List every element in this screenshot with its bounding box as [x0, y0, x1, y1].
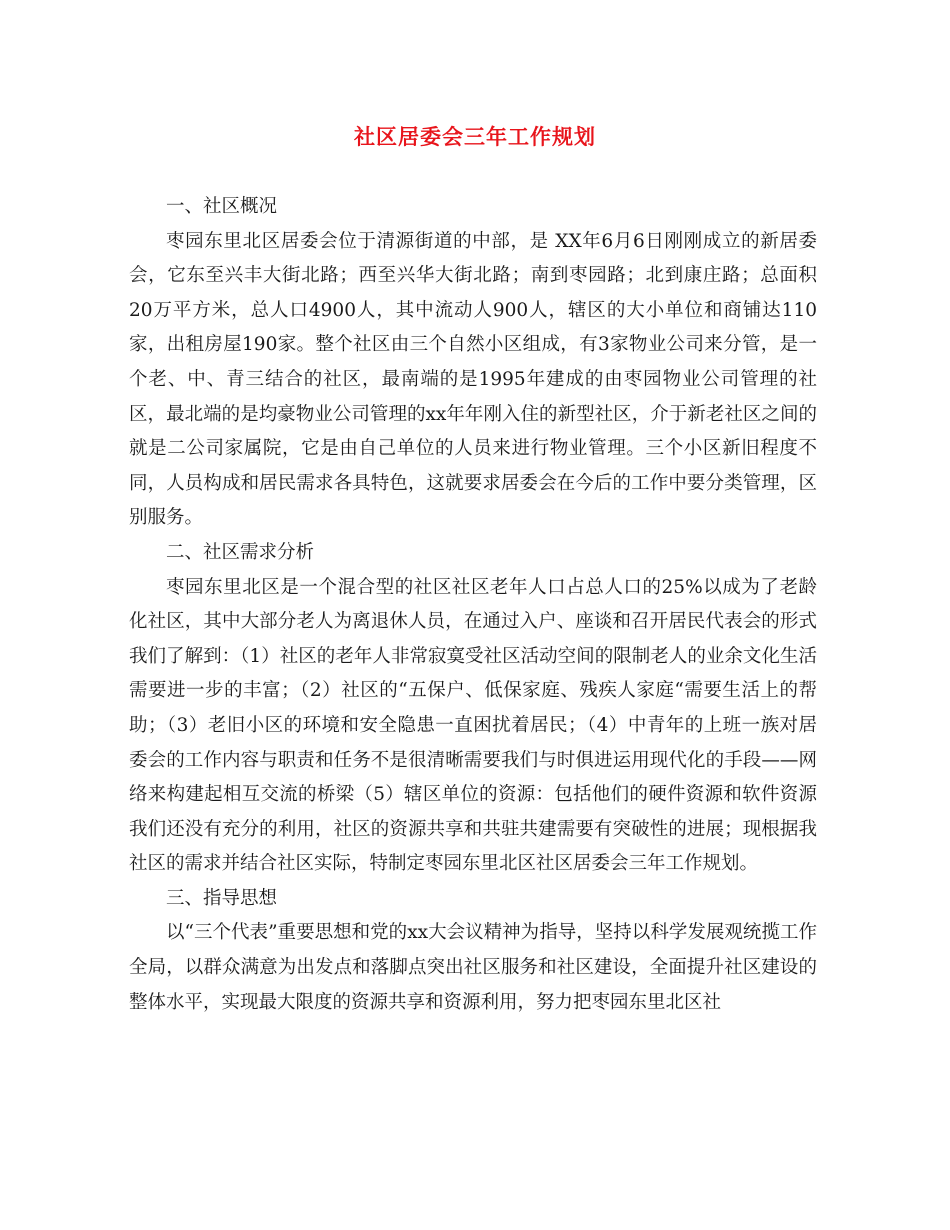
section-heading: 二、社区需求分析: [166, 541, 315, 563]
document-body: [129, 190, 817, 1020]
document-title: 社区居委会三年工作规划: [354, 124, 596, 149]
section-heading: 一、社区概况: [166, 196, 278, 217]
body-paragraph: 以“三个代表”重要思想和党的xx大会议精神为指导，坚持以科学发展观统揽工作全局，以群众满意为出发点和落脚点突出社区服务和社区建设，全面提升社区建设的整体水平，实现最大限度的资源共享和资源利用，努力把枣园东里北区社: [129, 922, 817, 1013]
body-paragraph: 枣园东里北区居委会位于清源街道的中部，是 XX年6月6日刚刚成立的新居委会，它东至兴丰大街北路；西至兴华大街北路；南到枣园路；北到康庄路；总面积20万平方米，总人口4900人，其中流动人900人，辖区的大小单位和商铺达110家，出租房屋190家。整个社区由三个自然小区组成，有3家物业公司来分管，是一个老、中、青三结合的社区，最南端的是1995年建成的由枣园物业公司管理的社区，最北端的是均豪物业公司管理的xx年年刚入住的新型社区，介于新老社区之间的就是二公司家属院，它是由自己单位的人员来进行物业管理。三个小区新旧程度不同，人员构成和居民需求各具特色，这就要求居委会在今后的工作中要分类管理，区别服务。: [129, 230, 817, 529]
section-heading: 三、指导思想: [166, 887, 278, 909]
body-paragraph: 枣园东里北区是一个混合型的社区社区老年人口占总人口的25%以成为了老龄化社区，其中大部分老人为离退休人员，在通过入户、座谈和召开居民代表会的形式我们了解到：（1）社区的老年人非常寂寞受社区活动空间的限制老人的业余文化生活需要进一步的丰富；（2）社区的“五保户、低保家庭、残疾人家庭“需要生活上的帮助；（3）老旧小区的环境和安全隐患一直困扰着居民；（4）中青年的上班一族对居委会的工作内容与职责和任务不是很清晰需要我们与时俱进运用现代化的手段——网络来构建起相互交流的桥梁（5）辖区单位的资源：包括他们的硬件资源和软件资源我们还没有充分的利用，社区的资源共享和共驻共建需要有突破性的进展；现根据我社区的需求并结合社区实际，特制定枣园东里北区社区居委会三年工作规划。: [129, 576, 817, 875]
